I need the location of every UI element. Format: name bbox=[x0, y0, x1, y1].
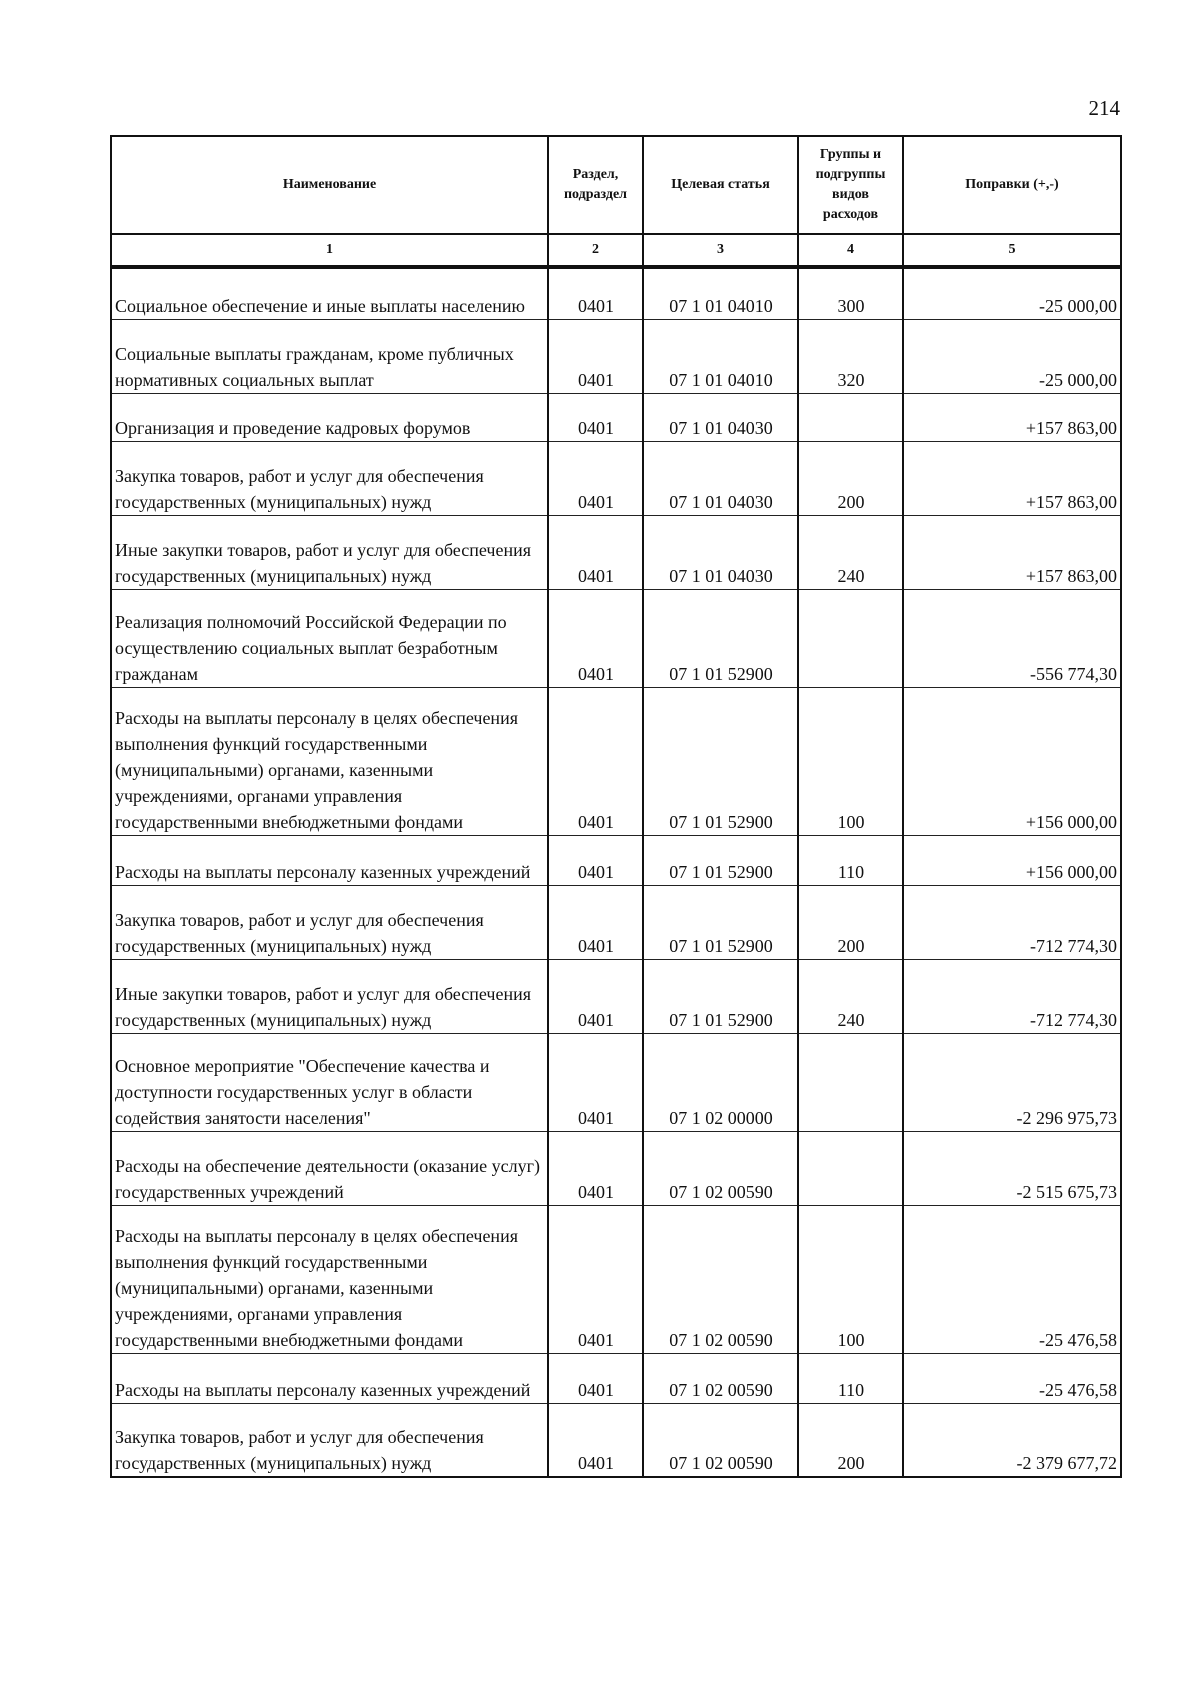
expense-group: 300 bbox=[798, 267, 903, 319]
column-number: 2 bbox=[548, 234, 643, 267]
expense-group: 110 bbox=[798, 1353, 903, 1403]
section-code: 0401 bbox=[548, 885, 643, 959]
header-target-article: Целевая статья bbox=[643, 136, 798, 234]
amendment-amount: -25 476,58 bbox=[903, 1353, 1121, 1403]
item-name: Закупка товаров, работ и услуг для обеспечения государственных (муниципальных) нужд bbox=[111, 1403, 548, 1477]
expense-group bbox=[798, 1131, 903, 1205]
amendment-amount: -712 774,30 bbox=[903, 885, 1121, 959]
item-name: Социальные выплаты гражданам, кроме публичных нормативных социальных выплат bbox=[111, 319, 548, 393]
expense-group bbox=[798, 393, 903, 441]
target-article: 07 1 01 52900 bbox=[643, 589, 798, 687]
amendment-amount: +157 863,00 bbox=[903, 515, 1121, 589]
table-row bbox=[111, 1403, 1121, 1477]
section-code: 0401 bbox=[548, 959, 643, 1033]
amendment-amount: -556 774,30 bbox=[903, 589, 1121, 687]
header-name: Наименование bbox=[111, 136, 548, 234]
item-name: Социальное обеспечение и иные выплаты населению bbox=[111, 267, 548, 319]
target-article: 07 1 01 52900 bbox=[643, 885, 798, 959]
table-row bbox=[111, 589, 1121, 687]
amendment-amount: -2 515 675,73 bbox=[903, 1131, 1121, 1205]
table-row bbox=[111, 1033, 1121, 1131]
section-code: 0401 bbox=[548, 441, 643, 515]
table-row bbox=[111, 393, 1121, 441]
header-section: Раздел, подраздел bbox=[548, 136, 643, 234]
target-article: 07 1 02 00590 bbox=[643, 1205, 798, 1353]
target-article: 07 1 02 00000 bbox=[643, 1033, 798, 1131]
section-code: 0401 bbox=[548, 319, 643, 393]
expense-group: 240 bbox=[798, 959, 903, 1033]
section-code: 0401 bbox=[548, 687, 643, 835]
expense-group: 100 bbox=[798, 1205, 903, 1353]
budget-amendments-table bbox=[110, 135, 1122, 1478]
table-row bbox=[111, 319, 1121, 393]
expense-group: 320 bbox=[798, 319, 903, 393]
table-row bbox=[111, 267, 1121, 319]
expense-group: 240 bbox=[798, 515, 903, 589]
target-article: 07 1 01 04030 bbox=[643, 393, 798, 441]
target-article: 07 1 01 04030 bbox=[643, 515, 798, 589]
amendment-amount: -25 476,58 bbox=[903, 1205, 1121, 1353]
table-row bbox=[111, 1131, 1121, 1205]
target-article: 07 1 01 04030 bbox=[643, 441, 798, 515]
column-number-row bbox=[111, 234, 1121, 267]
table-row bbox=[111, 835, 1121, 885]
table-body bbox=[111, 267, 1121, 1477]
table-row bbox=[111, 515, 1121, 589]
section-code: 0401 bbox=[548, 1205, 643, 1353]
section-code: 0401 bbox=[548, 1131, 643, 1205]
target-article: 07 1 02 00590 bbox=[643, 1353, 798, 1403]
section-code: 0401 bbox=[548, 835, 643, 885]
target-article: 07 1 01 04010 bbox=[643, 267, 798, 319]
item-name: Организация и проведение кадровых форумов bbox=[111, 393, 548, 441]
target-article: 07 1 01 52900 bbox=[643, 959, 798, 1033]
amendment-amount: +156 000,00 bbox=[903, 687, 1121, 835]
item-name: Расходы на выплаты персоналу казенных учреждений bbox=[111, 1353, 548, 1403]
column-number: 4 bbox=[798, 234, 903, 267]
target-article: 07 1 01 04010 bbox=[643, 319, 798, 393]
section-code: 0401 bbox=[548, 515, 643, 589]
target-article: 07 1 01 52900 bbox=[643, 687, 798, 835]
amendment-amount: -25 000,00 bbox=[903, 267, 1121, 319]
section-code: 0401 bbox=[548, 1353, 643, 1403]
column-number: 5 bbox=[903, 234, 1121, 267]
item-name: Иные закупки товаров, работ и услуг для обеспечения государственных (муниципальных) нужд bbox=[111, 515, 548, 589]
item-name: Реализация полномочий Российской Федерации по осуществлению социальных выплат безработным гражданам bbox=[111, 589, 548, 687]
item-name: Расходы на выплаты персоналу в целях обеспечения выполнения функций государственными (муниципальными) органами, казенными учреждениями, органами управления государственными внебюджетными фондами bbox=[111, 687, 548, 835]
header-expense-group: Группы и подгруппы видов расходов bbox=[798, 136, 903, 234]
target-article: 07 1 02 00590 bbox=[643, 1131, 798, 1205]
section-code: 0401 bbox=[548, 267, 643, 319]
header-amendment: Поправки (+,-) bbox=[903, 136, 1121, 234]
expense-group: 200 bbox=[798, 885, 903, 959]
section-code: 0401 bbox=[548, 589, 643, 687]
table-row bbox=[111, 959, 1121, 1033]
item-name: Основное мероприятие "Обеспечение качества и доступности государственных услуг в области содействия занятости населения" bbox=[111, 1033, 548, 1131]
amendment-amount: +157 863,00 bbox=[903, 441, 1121, 515]
target-article: 07 1 02 00590 bbox=[643, 1403, 798, 1477]
table-row bbox=[111, 885, 1121, 959]
amendment-amount: -712 774,30 bbox=[903, 959, 1121, 1033]
amendment-amount: -2 296 975,73 bbox=[903, 1033, 1121, 1131]
amendment-amount: +157 863,00 bbox=[903, 393, 1121, 441]
table-row bbox=[111, 441, 1121, 515]
item-name: Расходы на обеспечение деятельности (оказание услуг) государственных учреждений bbox=[111, 1131, 548, 1205]
item-name: Закупка товаров, работ и услуг для обеспечения государственных (муниципальных) нужд bbox=[111, 885, 548, 959]
expense-group: 200 bbox=[798, 441, 903, 515]
expense-group: 200 bbox=[798, 1403, 903, 1477]
amendment-amount: -2 379 677,72 bbox=[903, 1403, 1121, 1477]
amendment-amount: +156 000,00 bbox=[903, 835, 1121, 885]
table-row bbox=[111, 1353, 1121, 1403]
expense-group bbox=[798, 1033, 903, 1131]
page-number: 214 bbox=[1088, 96, 1120, 120]
expense-group bbox=[798, 589, 903, 687]
amendment-amount: -25 000,00 bbox=[903, 319, 1121, 393]
section-code: 0401 bbox=[548, 393, 643, 441]
item-name: Расходы на выплаты персоналу в целях обеспечения выполнения функций государственными (муниципальными) органами, казенными учреждениями, органами управления государственными внебюджетными фондами bbox=[111, 1205, 548, 1353]
column-number: 3 bbox=[643, 234, 798, 267]
item-name: Закупка товаров, работ и услуг для обеспечения государственных (муниципальных) нужд bbox=[111, 441, 548, 515]
table-header-row bbox=[111, 136, 1121, 234]
expense-group: 110 bbox=[798, 835, 903, 885]
target-article: 07 1 01 52900 bbox=[643, 835, 798, 885]
table-row bbox=[111, 1205, 1121, 1353]
section-code: 0401 bbox=[548, 1403, 643, 1477]
section-code: 0401 bbox=[548, 1033, 643, 1131]
column-number: 1 bbox=[111, 234, 548, 267]
expense-group: 100 bbox=[798, 687, 903, 835]
table-row bbox=[111, 687, 1121, 835]
item-name: Иные закупки товаров, работ и услуг для обеспечения государственных (муниципальных) нужд bbox=[111, 959, 548, 1033]
item-name: Расходы на выплаты персоналу казенных учреждений bbox=[111, 835, 548, 885]
